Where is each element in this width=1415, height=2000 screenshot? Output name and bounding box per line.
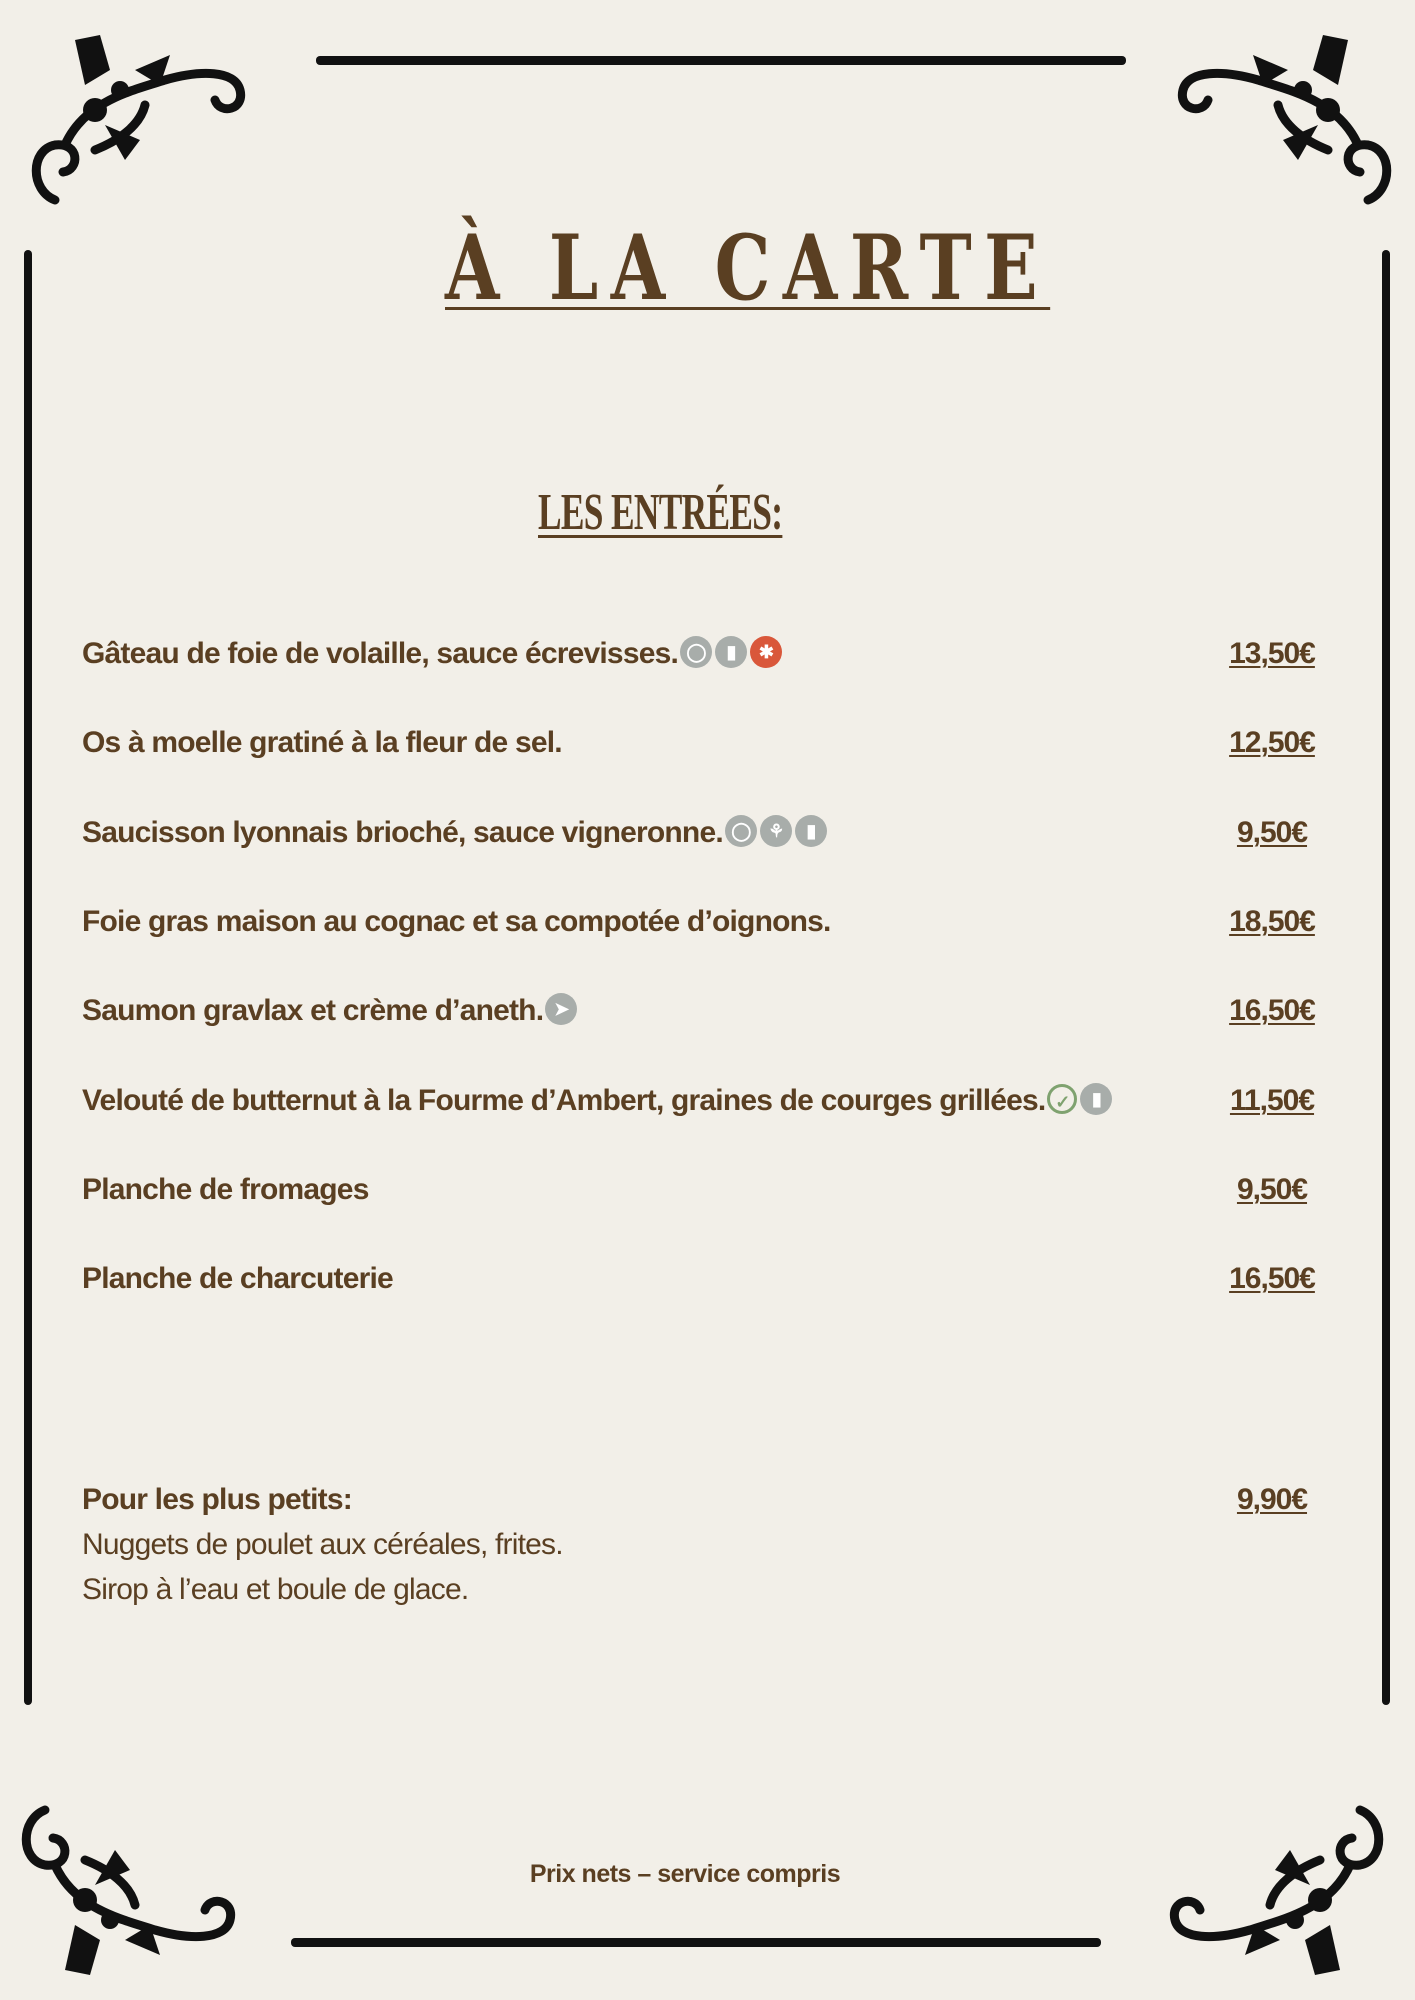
menu-item xyxy=(82,632,1322,676)
menu-item xyxy=(82,1079,1322,1123)
menu-item-price: 18,50€ xyxy=(1229,905,1315,938)
kids-menu-heading: Pour les plus petits: xyxy=(82,1483,352,1516)
menu-item-price: 13,50€ xyxy=(1229,637,1315,670)
gluten-icon: ⚘ xyxy=(760,815,792,847)
milk-icon: ▮ xyxy=(795,815,827,847)
menu-item-name: Velouté de butternut à la Fourme d’Ambert, graines de courges grillées. xyxy=(82,1084,1046,1117)
menu-item-name: Os à moelle gratiné à la fleur de sel. xyxy=(82,726,562,759)
menu-item-name: Planche de fromages xyxy=(82,1173,369,1206)
frame-left-rule xyxy=(24,250,32,1705)
kids-menu-line: Nuggets de poulet aux céréales, frites. xyxy=(82,1528,563,1561)
frame-top-rule xyxy=(316,56,1126,65)
kids-menu xyxy=(82,1478,1322,1612)
menu-item-price: 16,50€ xyxy=(1229,1262,1315,1295)
menu-item-name: Saucisson lyonnais brioché, sauce vigneronne. xyxy=(82,816,723,849)
kids-menu-price: 9,90€ xyxy=(1236,1483,1308,1516)
egg-icon: ◯ xyxy=(680,636,712,668)
menu-item xyxy=(82,989,1322,1033)
menu-item-price: 12,50€ xyxy=(1229,726,1315,759)
menu-item-name: Foie gras maison au cognac et sa compotée d’oignons. xyxy=(82,905,831,938)
section-title: LES ENTRÉES: xyxy=(538,484,783,541)
corner-ornament-top-left xyxy=(25,30,255,220)
kids-menu-line: Sirop à l’eau et boule de glace. xyxy=(82,1573,469,1606)
menu-item-name: Gâteau de foie de volaille, sauce écrevisses. xyxy=(82,637,679,670)
fish-icon: ➤ xyxy=(545,993,577,1025)
crustacean-icon: ✱ xyxy=(750,636,782,668)
frame-bottom-rule xyxy=(291,1938,1101,1947)
milk-icon: ▮ xyxy=(715,636,747,668)
frame-right-rule xyxy=(1382,250,1390,1705)
footer-note: Prix nets – service compris xyxy=(529,1860,841,1888)
egg-icon: ◯ xyxy=(725,815,757,847)
menu-item xyxy=(82,1257,1322,1301)
vegetarian-icon: ✓ xyxy=(1047,1084,1077,1114)
menu-item-price: 16,50€ xyxy=(1229,994,1315,1027)
menu-item-name: Saumon gravlax et crème d’aneth. xyxy=(82,994,544,1027)
page-title: À LA CARTE xyxy=(445,215,1051,321)
menu-item-price: 9,50€ xyxy=(1236,816,1308,849)
menu-item xyxy=(82,900,1322,944)
menu-item-name: Planche de charcuterie xyxy=(82,1262,393,1295)
menu-item xyxy=(82,721,1322,765)
menu-item xyxy=(82,811,1322,855)
corner-ornament-top-right xyxy=(1168,30,1398,220)
menu-item-price: 11,50€ xyxy=(1229,1084,1315,1117)
menu-item xyxy=(82,1168,1322,1212)
milk-icon: ▮ xyxy=(1080,1083,1112,1115)
menu-item-price: 9,50€ xyxy=(1236,1173,1308,1206)
